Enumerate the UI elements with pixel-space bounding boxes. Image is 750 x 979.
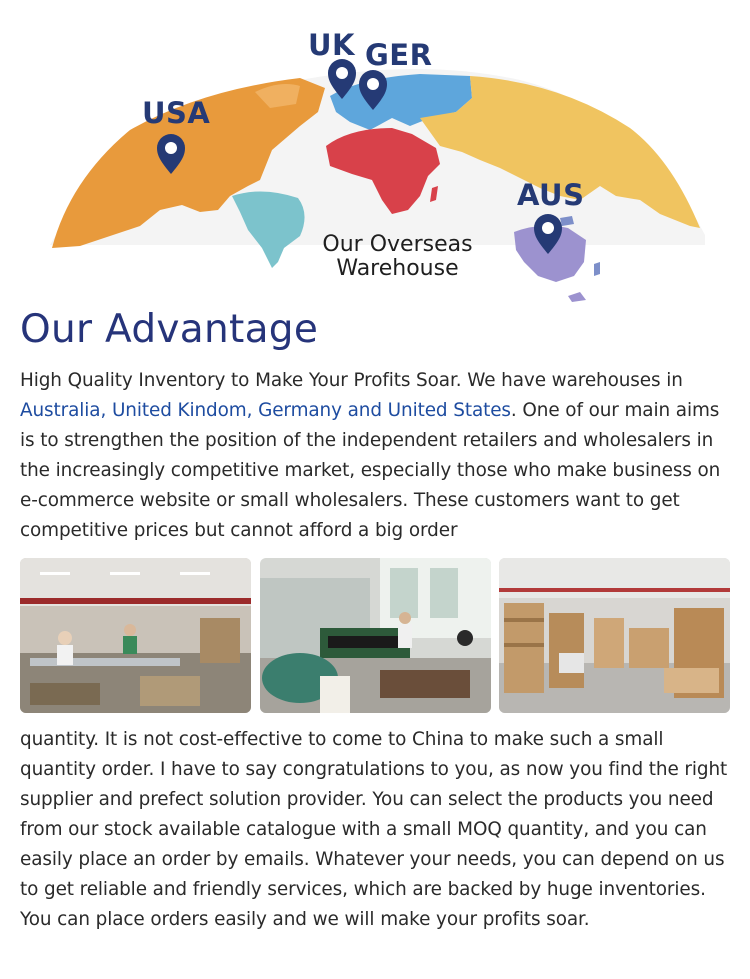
caption-line-2: Warehouse [336,256,459,281]
para1-rest-text: . One of our main aims is to strengthen the position of the independent retailers and wholesalers in the increasingly competitive market, especially those who make business on e-commerce website or small wholesalers. These customers want to get competitive prices but cannot afford a big order [20,400,721,541]
para1-intro-text: High Quality Inventory to Make Your Profits Soar. We have warehouses in [20,370,683,391]
overseas-warehouse-map [0,0,750,305]
page-title: Our Advantage [20,307,319,352]
warehouse-stock-photo [499,558,730,713]
usa-label: USA [142,96,211,130]
ger-label: GER [365,38,433,72]
machine-room-photo [260,558,491,713]
caption-line-1: Our Overseas [322,232,473,257]
uk-label: UK [308,28,356,62]
warehouse-caption [300,233,495,281]
advantage-paragraph-2: quantity. It is not cost-effective to come to China to make such a small quantity order. I have to say congratulations to you, as now you find the right supplier and prefect solution provider. You can select the products you need from our stock available catalogue with a small MOQ quantity, and you can easily place an order by emails. Whatever your needs, you can depend on us to get reliable and friendly services, which are backed by huge inventories. You can place orders easily and we will make your profits soar. [20,729,728,930]
warehouse-countries-highlight: Australia, United Kindom, Germany and United States [20,400,511,421]
advantage-paragraph-1 [20,366,735,546]
workshop-photo [20,558,251,713]
facility-photos-row [20,558,730,713]
aus-label: AUS [517,178,585,212]
